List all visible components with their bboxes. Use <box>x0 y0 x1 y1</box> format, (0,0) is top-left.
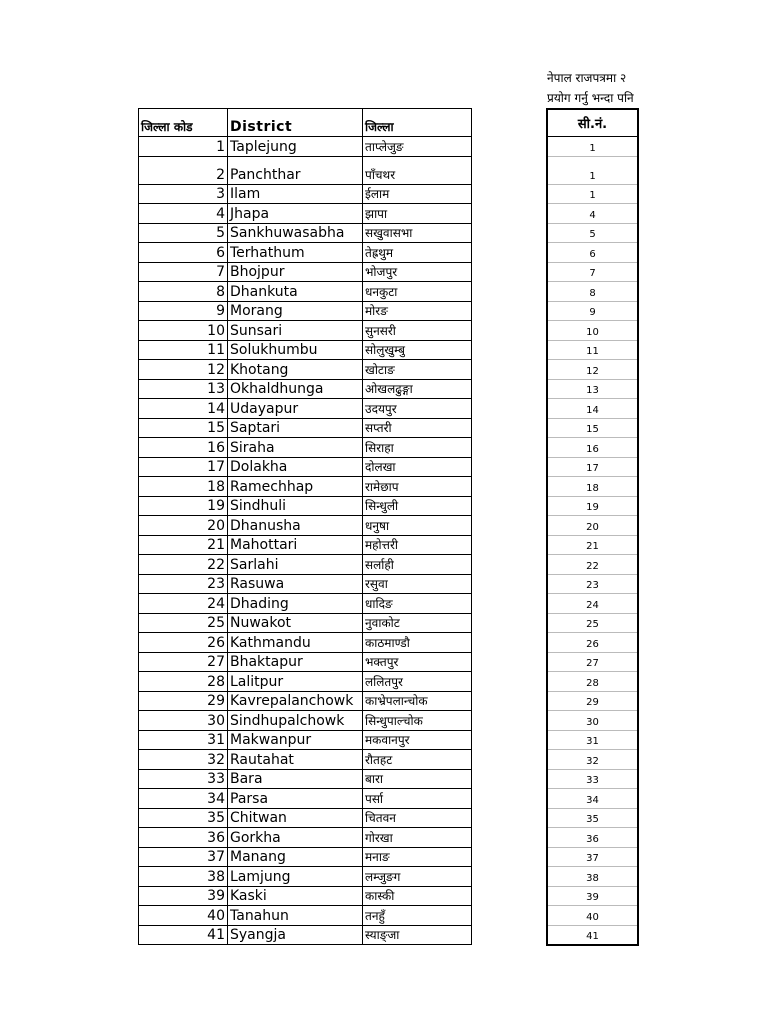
serial-row <box>547 789 638 809</box>
table-row <box>139 769 472 789</box>
district-code-cell: 27 <box>139 652 228 672</box>
serial-number-cell: 10 <box>547 321 638 341</box>
serial-number-cell: 17 <box>547 457 638 477</box>
table-row <box>139 457 472 477</box>
table-row <box>139 808 472 828</box>
district-name-cell: Dolakha <box>228 457 363 477</box>
district-name-cell: Nuwakot <box>228 613 363 633</box>
serial-number-cell: 29 <box>547 691 638 711</box>
district-nepali-cell: सर्लाही <box>363 555 472 575</box>
serial-number-cell: 6 <box>547 243 638 263</box>
district-code-cell: 26 <box>139 633 228 653</box>
table-row <box>139 789 472 809</box>
district-name-cell: Tanahun <box>228 906 363 926</box>
table-row <box>139 282 472 302</box>
gazette-note-line-1: नेपाल राजपत्रमा २ <box>547 71 627 85</box>
district-nepali-cell: सखुवासभा <box>363 223 472 243</box>
serial-number-cell: 27 <box>547 652 638 672</box>
serial-number-cell: 1 <box>547 137 638 157</box>
serial-number-cell: 30 <box>547 711 638 731</box>
district-nepali-cell: रामेछाप <box>363 477 472 497</box>
district-nepali-cell: काभ्रेपलान्चोक <box>363 691 472 711</box>
district-nepali-cell: धनकुटा <box>363 282 472 302</box>
serial-number-cell: 40 <box>547 906 638 926</box>
district-code-cell: 24 <box>139 594 228 614</box>
district-name-cell: Sankhuwasabha <box>228 223 363 243</box>
serial-number-cell: 14 <box>547 399 638 419</box>
serial-number-cell: 19 <box>547 496 638 516</box>
table-row <box>139 477 472 497</box>
header-district-english: District <box>228 109 363 137</box>
district-nepali-cell: काठमाण्डौ <box>363 633 472 653</box>
district-nepali-cell: मनाङ <box>363 847 472 867</box>
serial-number-cell: 31 <box>547 730 638 750</box>
serial-row <box>547 886 638 906</box>
district-nepali-cell: मोरङ <box>363 301 472 321</box>
district-code-cell: 37 <box>139 847 228 867</box>
serial-row <box>547 847 638 867</box>
serial-number-cell: 28 <box>547 672 638 692</box>
serial-number-cell: 13 <box>547 379 638 399</box>
district-code-cell: 7 <box>139 262 228 282</box>
district-name-cell: Ramechhap <box>228 477 363 497</box>
district-nepali-cell: ललितपुर <box>363 672 472 692</box>
serial-number-cell: 26 <box>547 633 638 653</box>
district-code-cell: 32 <box>139 750 228 770</box>
serial-number-cell: 1 <box>547 184 638 204</box>
district-nepali-cell: भक्तपुर <box>363 652 472 672</box>
district-name-cell: Makwanpur <box>228 730 363 750</box>
district-nepali-cell: सिन्धुपाल्चोक <box>363 711 472 731</box>
district-code-cell: 25 <box>139 613 228 633</box>
serial-number-cell: 37 <box>547 847 638 867</box>
serial-number-cell: 36 <box>547 828 638 848</box>
district-code-cell: 36 <box>139 828 228 848</box>
serial-row <box>547 750 638 770</box>
district-code-cell: 5 <box>139 223 228 243</box>
district-nepali-cell: ताप्लेजुङ <box>363 137 472 157</box>
table-row <box>139 672 472 692</box>
district-name-cell: Rasuwa <box>228 574 363 594</box>
district-nepali-cell: तनहुँ <box>363 906 472 926</box>
table-row <box>139 156 472 184</box>
header-district-nepali: जिल्ला <box>363 109 472 137</box>
district-name-cell: Terhathum <box>228 243 363 263</box>
serial-row <box>547 633 638 653</box>
district-nepali-cell: लम्जुङग <box>363 867 472 887</box>
district-nepali-cell: कास्की <box>363 886 472 906</box>
header-serial-number: सी.नं. <box>547 109 638 137</box>
table-row <box>139 750 472 770</box>
district-code-cell: 11 <box>139 340 228 360</box>
serial-row <box>547 516 638 536</box>
district-code-cell: 3 <box>139 184 228 204</box>
serial-number-cell: 20 <box>547 516 638 536</box>
district-nepali-cell: पाँचथर <box>363 156 472 184</box>
district-nepali-cell: महोत्तरी <box>363 535 472 555</box>
serial-row <box>547 379 638 399</box>
table-row <box>139 262 472 282</box>
serial-row <box>547 769 638 789</box>
district-name-cell: Morang <box>228 301 363 321</box>
district-name-cell: Dhankuta <box>228 282 363 302</box>
district-nepali-cell: सुनसरी <box>363 321 472 341</box>
district-name-cell: Kathmandu <box>228 633 363 653</box>
table-row <box>139 137 472 157</box>
table-row <box>139 574 472 594</box>
district-nepali-cell: सिन्धुली <box>363 496 472 516</box>
serial-row <box>547 399 638 419</box>
district-name-cell: Lamjung <box>228 867 363 887</box>
table-row <box>139 730 472 750</box>
serial-row <box>547 321 638 341</box>
serial-number-cell: 1 <box>547 156 638 184</box>
serial-row <box>547 672 638 692</box>
district-code-cell: 10 <box>139 321 228 341</box>
serial-number-body <box>547 137 638 946</box>
district-name-cell: Dhanusha <box>228 516 363 536</box>
district-code-cell: 2 <box>139 156 228 184</box>
serial-row <box>547 204 638 224</box>
district-name-cell: Kavrepalanchowk <box>228 691 363 711</box>
district-code-cell: 9 <box>139 301 228 321</box>
district-code-cell: 30 <box>139 711 228 731</box>
serial-row <box>547 691 638 711</box>
district-code-cell: 39 <box>139 886 228 906</box>
serial-row <box>547 243 638 263</box>
table-row <box>139 925 472 945</box>
serial-row <box>547 730 638 750</box>
table-row <box>139 711 472 731</box>
serial-number-cell: 24 <box>547 594 638 614</box>
serial-number-cell: 7 <box>547 262 638 282</box>
table-row <box>139 379 472 399</box>
serial-row <box>547 156 638 184</box>
district-nepali-cell: स्याङ्जा <box>363 925 472 945</box>
serial-row <box>547 925 638 945</box>
district-name-cell: Taplejung <box>228 137 363 157</box>
serial-row <box>547 262 638 282</box>
serial-number-cell: 16 <box>547 438 638 458</box>
serial-row <box>547 828 638 848</box>
district-code-cell: 38 <box>139 867 228 887</box>
serial-number-cell: 38 <box>547 867 638 887</box>
serial-number-cell: 22 <box>547 555 638 575</box>
table-row <box>139 496 472 516</box>
serial-row <box>547 137 638 157</box>
serial-number-cell: 12 <box>547 360 638 380</box>
serial-row <box>547 301 638 321</box>
serial-row <box>547 184 638 204</box>
table-row <box>139 652 472 672</box>
serial-row <box>547 282 638 302</box>
district-code-cell: 4 <box>139 204 228 224</box>
table-row <box>139 340 472 360</box>
district-name-cell: Rautahat <box>228 750 363 770</box>
district-name-cell: Sindhupalchowk <box>228 711 363 731</box>
district-code-cell: 33 <box>139 769 228 789</box>
serial-row <box>547 711 638 731</box>
table-row <box>139 867 472 887</box>
district-name-cell: Parsa <box>228 789 363 809</box>
district-code-cell: 20 <box>139 516 228 536</box>
table-row <box>139 223 472 243</box>
district-name-cell: Sunsari <box>228 321 363 341</box>
table-row <box>139 613 472 633</box>
serial-row <box>547 574 638 594</box>
district-name-cell: Jhapa <box>228 204 363 224</box>
serial-row <box>547 496 638 516</box>
district-name-cell: Sindhuli <box>228 496 363 516</box>
district-code-cell: 13 <box>139 379 228 399</box>
district-name-cell: Manang <box>228 847 363 867</box>
serial-number-cell: 32 <box>547 750 638 770</box>
district-nepali-cell: धनुषा <box>363 516 472 536</box>
serial-number-cell: 39 <box>547 886 638 906</box>
serial-number-cell: 34 <box>547 789 638 809</box>
district-code-cell: 18 <box>139 477 228 497</box>
district-code-cell: 6 <box>139 243 228 263</box>
serial-row <box>547 360 638 380</box>
district-nepali-cell: पर्सा <box>363 789 472 809</box>
district-name-cell: Ilam <box>228 184 363 204</box>
district-code-cell: 31 <box>139 730 228 750</box>
district-name-cell: Dhading <box>228 594 363 614</box>
district-code-cell: 14 <box>139 399 228 419</box>
table-row <box>139 360 472 380</box>
serial-row <box>547 613 638 633</box>
table-row <box>139 555 472 575</box>
serial-row <box>547 867 638 887</box>
serial-number-cell: 11 <box>547 340 638 360</box>
district-name-cell: Khotang <box>228 360 363 380</box>
district-name-cell: Bhaktapur <box>228 652 363 672</box>
serial-number-cell: 18 <box>547 477 638 497</box>
district-nepali-cell: दोलखा <box>363 457 472 477</box>
district-table <box>138 108 472 945</box>
district-code-cell: 29 <box>139 691 228 711</box>
table-row <box>139 243 472 263</box>
district-nepali-cell: ओखलढुङ्गा <box>363 379 472 399</box>
district-name-cell: Kaski <box>228 886 363 906</box>
table-row <box>139 184 472 204</box>
serial-number-cell: 35 <box>547 808 638 828</box>
serial-number-cell: 15 <box>547 418 638 438</box>
district-nepali-cell: गोरखा <box>363 828 472 848</box>
district-nepali-cell: तेह्रथुम <box>363 243 472 263</box>
district-name-cell: Bara <box>228 769 363 789</box>
serial-row <box>547 457 638 477</box>
serial-row <box>547 418 638 438</box>
table-row <box>139 535 472 555</box>
serial-row <box>547 438 638 458</box>
district-code-cell: 1 <box>139 137 228 157</box>
serial-row <box>547 223 638 243</box>
serial-row <box>547 652 638 672</box>
district-code-cell: 23 <box>139 574 228 594</box>
serial-row <box>547 594 638 614</box>
header-district-code: जिल्ला कोड <box>139 109 228 137</box>
serial-number-cell: 9 <box>547 301 638 321</box>
serial-row <box>547 555 638 575</box>
district-code-cell: 28 <box>139 672 228 692</box>
district-code-cell: 15 <box>139 418 228 438</box>
serial-row <box>547 340 638 360</box>
district-nepali-cell: खोटाङ <box>363 360 472 380</box>
district-nepali-cell: धादिङ <box>363 594 472 614</box>
district-nepali-cell: रौतहट <box>363 750 472 770</box>
district-name-cell: Panchthar <box>228 156 363 184</box>
district-code-cell: 12 <box>139 360 228 380</box>
serial-number-cell: 5 <box>547 223 638 243</box>
district-name-cell: Okhaldhunga <box>228 379 363 399</box>
serial-number-cell: 4 <box>547 204 638 224</box>
table-row <box>139 594 472 614</box>
table-row <box>139 438 472 458</box>
district-code-cell: 8 <box>139 282 228 302</box>
district-name-cell: Siraha <box>228 438 363 458</box>
district-nepali-cell: चितवन <box>363 808 472 828</box>
gazette-note-line-2: प्रयोग गर्नु भन्दा पनि <box>547 91 634 105</box>
district-name-cell: Sarlahi <box>228 555 363 575</box>
gazette-note <box>547 68 642 108</box>
serial-number-cell: 41 <box>547 925 638 945</box>
table-row <box>139 828 472 848</box>
table-row <box>139 301 472 321</box>
district-name-cell: Gorkha <box>228 828 363 848</box>
district-code-cell: 35 <box>139 808 228 828</box>
district-name-cell: Udayapur <box>228 399 363 419</box>
table-row <box>139 321 472 341</box>
district-code-cell: 41 <box>139 925 228 945</box>
district-code-cell: 34 <box>139 789 228 809</box>
serial-number-cell: 8 <box>547 282 638 302</box>
district-nepali-cell: झापा <box>363 204 472 224</box>
district-name-cell: Chitwan <box>228 808 363 828</box>
district-nepali-cell: भोजपुर <box>363 262 472 282</box>
table-row <box>139 847 472 867</box>
district-nepali-cell: नुवाकोट <box>363 613 472 633</box>
serial-row <box>547 906 638 926</box>
district-nepali-cell: सिराहा <box>363 438 472 458</box>
district-nepali-cell: उदयपुर <box>363 399 472 419</box>
table-row <box>139 633 472 653</box>
district-name-cell: Syangja <box>228 925 363 945</box>
district-nepali-cell: सोलुखुम्बु <box>363 340 472 360</box>
district-name-cell: Bhojpur <box>228 262 363 282</box>
table-row <box>139 886 472 906</box>
district-name-cell: Lalitpur <box>228 672 363 692</box>
table-row <box>139 204 472 224</box>
serial-number-cell: 33 <box>547 769 638 789</box>
district-name-cell: Saptari <box>228 418 363 438</box>
district-code-cell: 21 <box>139 535 228 555</box>
district-code-cell: 22 <box>139 555 228 575</box>
table-row <box>139 906 472 926</box>
district-nepali-cell: ईलाम <box>363 184 472 204</box>
district-nepali-cell: सप्तरी <box>363 418 472 438</box>
serial-number-table <box>546 108 639 946</box>
table-row <box>139 399 472 419</box>
serial-row <box>547 535 638 555</box>
district-nepali-cell: रसुवा <box>363 574 472 594</box>
district-name-cell: Solukhumbu <box>228 340 363 360</box>
district-nepali-cell: मकवानपुर <box>363 730 472 750</box>
table-row <box>139 516 472 536</box>
district-code-cell: 17 <box>139 457 228 477</box>
serial-row <box>547 477 638 497</box>
serial-number-cell: 23 <box>547 574 638 594</box>
district-code-cell: 16 <box>139 438 228 458</box>
serial-number-cell: 21 <box>547 535 638 555</box>
table-row <box>139 418 472 438</box>
district-code-cell: 40 <box>139 906 228 926</box>
district-name-cell: Mahottari <box>228 535 363 555</box>
district-table-header <box>139 109 472 137</box>
district-table-body <box>139 137 472 945</box>
district-nepali-cell: बारा <box>363 769 472 789</box>
district-code-cell: 19 <box>139 496 228 516</box>
table-row <box>139 691 472 711</box>
serial-number-cell: 25 <box>547 613 638 633</box>
serial-row <box>547 808 638 828</box>
